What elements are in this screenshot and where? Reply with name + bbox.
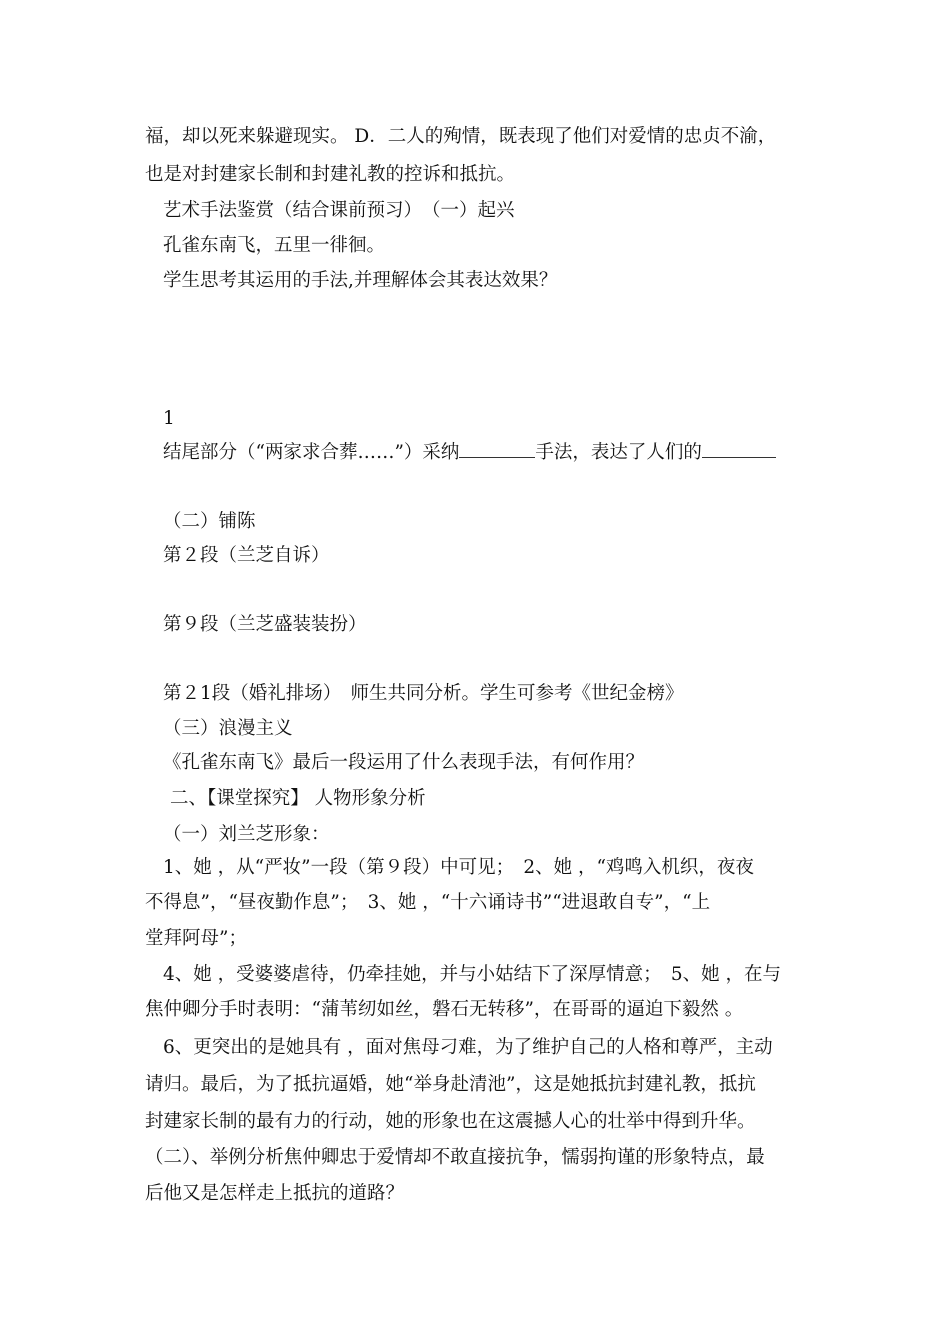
section-heading: 艺术手法鉴赏（结合课前预习） （一）起兴: [163, 200, 515, 221]
section-heading: 二、【课堂探究】 人物形象分析: [170, 788, 426, 809]
text-line: 焦仲卿分手时表明：“蒲苇纫如丝，磐石无转移”，在哥哥的逼迫下毅然 。: [145, 999, 744, 1020]
text-line: 请归。最后，为了抵抗逼婚，她“举身赴清池”，这是她抵抗封建礼教，抵抗: [145, 1074, 756, 1095]
question-line: 后他又是怎样走上抵抗的道路？: [145, 1183, 405, 1204]
question-line: （二）、举例分析焦仲卿忠于爱情却不敢直接抗争，懦弱拘谨的形象特点，最: [145, 1147, 765, 1168]
section-heading: （一）刘兰芝形象：: [163, 824, 330, 845]
section-heading: （二）铺陈: [163, 511, 256, 532]
section-heading: （三）浪漫主义: [163, 718, 293, 739]
fill-in-text: 结尾部分（“两家求合葬……”）采纳: [163, 442, 460, 463]
text-line: 不得息”，“昼夜勤作息”； 3、她 ，“十六诵诗书”“进退敢自专”，“上: [145, 892, 711, 913]
text-line: 第２段（兰芝自诉）: [163, 545, 330, 566]
fill-in-line: [163, 440, 950, 466]
text-line: 第２1段（婚礼排场） 师生共同分析。学生可参考《世纪金榜》: [163, 683, 684, 704]
text-line: 第９段（兰芝盛装装扮）: [163, 614, 367, 635]
text-line: 4、她 ，受婆婆虐待，仍牵挂她，并与小姑结下了深厚情意； 5、她 ，在与: [163, 964, 782, 985]
answer-blank[interactable]: [459, 443, 535, 458]
fill-in-text: 手法，表达了人们的: [535, 442, 702, 463]
text-line: 6、更突出的是她具有 ，面对焦母刁难，为了维护自己的人格和尊严，主动: [163, 1037, 773, 1058]
text-line: 也是对封建家长制和封建礼教的控诉和抵抗。: [145, 164, 516, 185]
answer-blank[interactable]: [702, 443, 776, 458]
text-line: 1、她 ，从“严妆”一段（第９段）中可见； 2、她 ，“鸡鸣入机织，夜夜: [163, 857, 754, 878]
question-line: 《孔雀东南飞》最后一段运用了什么表现手法，有何作用？: [163, 752, 645, 773]
text-line: 福，却以死来躲避现实。 D．二人的殉情，既表现了他们对爱情的忠贞不渝，: [145, 126, 777, 147]
text-line: 封建家长制的最有力的行动，她的形象也在这震撼人心的壮举中得到升华。: [145, 1111, 756, 1132]
text-line: 堂拜阿母”；: [145, 928, 247, 949]
item-number: 1: [163, 408, 175, 429]
quote-line: 孔雀东南飞，五里一徘徊。: [163, 235, 386, 256]
question-line: 学生思考其运用的手法,并理解体会其表达效果？: [163, 270, 558, 291]
